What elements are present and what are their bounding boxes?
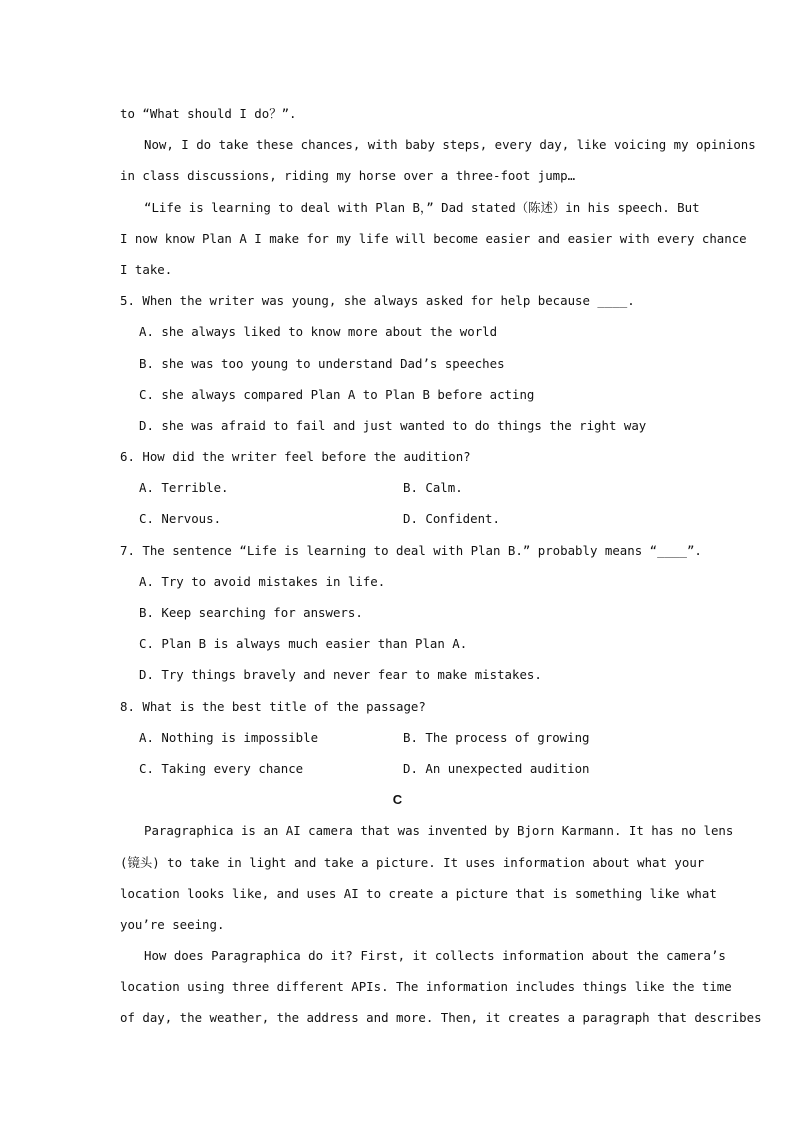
paragraph-line: (镜头) to take in light and take a picture. It uses information about what your [120, 854, 705, 870]
option-row [120, 722, 675, 753]
option-row [120, 472, 675, 503]
paragraph-line: Paragraphica is an AI camera that was invented by Bjorn Karmann. It has no lens [144, 823, 734, 839]
answer-option: B. The process of growing [403, 729, 590, 745]
option-row [120, 753, 675, 784]
paragraph-line: location using three different APIs. The information includes things like the time [120, 979, 732, 995]
answer-option: A. Try to avoid mistakes in life. [139, 573, 386, 589]
paragraph-line: Now, I do take these chances, with baby steps, every day, like voicing my opinions [144, 137, 756, 153]
answer-option: B. she was too young to understand Dad’s speeches [139, 355, 505, 371]
answer-option: C. Plan B is always much easier than Plan A. [139, 636, 468, 652]
answer-option: A. Nothing is impossible [139, 729, 319, 745]
answer-option: C. Taking every chance [139, 760, 304, 776]
answer-option: D. Try things bravely and never fear to make mistakes. [139, 667, 542, 683]
option-row [120, 503, 675, 534]
paragraph-line: location looks like, and uses AI to create a picture that is something like what [120, 885, 717, 901]
paragraph-line: of day, the weather, the address and more. Then, it creates a paragraph that describes [120, 1010, 762, 1026]
answer-option: C. she always compared Plan A to Plan B before acting [139, 386, 535, 402]
paragraph-line: I now know Plan A I make for my life will become easier and easier with every chance [120, 230, 747, 246]
section-heading: C [392, 792, 403, 808]
answer-option: A. Terrible. [139, 480, 229, 496]
document-page [120, 98, 762, 1034]
question-stem: 5. When the writer was young, she always asked for help because ____. [120, 293, 635, 309]
paragraph-line: you’re seeing. [120, 916, 225, 932]
paragraph-line: to “What should I do？”. [120, 106, 297, 121]
paragraph-line: in class discussions, riding my horse over a three-foot jump… [120, 168, 576, 184]
question-stem: 6. How did the writer feel before the audition? [120, 449, 471, 465]
question-stem: 7. The sentence “Life is learning to deal with Plan B.” probably means “____”. [120, 542, 702, 558]
paragraph-line: “Life is learning to deal with Plan B，” Dad stated（陈述）in his speech. But [144, 199, 700, 215]
answer-option: C. Nervous. [139, 511, 222, 527]
paragraph-line: I take. [120, 261, 173, 277]
answer-option: D. An unexpected audition [403, 760, 590, 776]
question-stem: 8. What is the best title of the passage? [120, 698, 426, 714]
answer-option: D. she was afraid to fail and just wanted to do things the right way [139, 417, 647, 433]
answer-option: B. Calm. [403, 480, 463, 496]
answer-option: D. Confident. [403, 511, 500, 527]
answer-option: B. Keep searching for answers. [139, 605, 363, 620]
paragraph-line: How does Paragraphica do it? First, it collects information about the camera’s [144, 948, 726, 964]
answer-option: A. she always liked to know more about the world [139, 324, 498, 340]
